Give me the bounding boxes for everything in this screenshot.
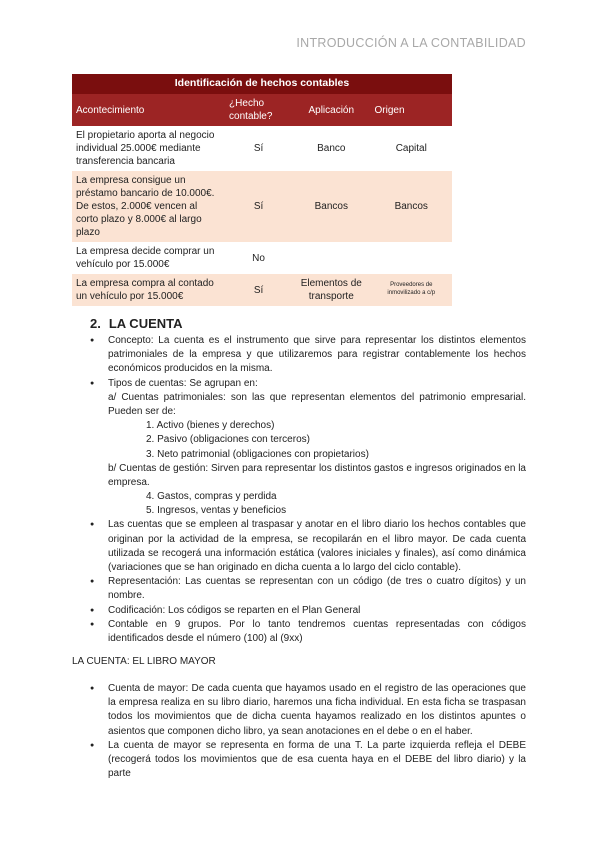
- page-header: INTRODUCCIÓN A LA CONTABILIDAD: [296, 36, 526, 50]
- table-cell: Bancos: [371, 171, 452, 242]
- bullet-item: ● Tipos de cuentas: Se agrupan en:: [90, 377, 526, 391]
- list-item: 2. Pasivo (obligaciones con terceros): [146, 434, 310, 446]
- list-item: 3. Neto patrimonial (obligaciones con propietarios): [146, 448, 369, 460]
- subparagraph: a/ Cuentas patrimoniales: son las que representan elementos del patrimonio empresarial. Pueden ser de:: [108, 391, 526, 417]
- section-content: [90, 334, 526, 646]
- table-header-row: [72, 94, 452, 126]
- table-cell: La empresa consigue un préstamo bancario de 10.000€. De estos, 2.000€ vencen al corto plazo y 8.000€ al largo plazo: [72, 171, 225, 242]
- table-row: [72, 171, 452, 242]
- mayor-content: [90, 682, 526, 781]
- table-cell: Sí: [225, 171, 292, 242]
- bullet-item: ● La cuenta de mayor se representa en forma de una T. La parte izquierda refleja el DEBE (recogerá todos los movimientos que de esa cuenta haya en el DEBE del libro diario) y la parte: [90, 739, 526, 782]
- table-row: [72, 274, 452, 306]
- bullet-item: ● Concepto: La cuenta es el instrumento que sirve para representar los distintos elementos patrimoniales de la empresa y que utilizaremos para registrar contablemente los hechos económicos producidos en la misma.: [90, 334, 526, 377]
- bullet-item: ● Representación: Las cuentas se representan con un código (de tres o cuatro dígitos) y un nombre.: [90, 575, 526, 603]
- col-header: ¿Hecho contable?: [225, 94, 292, 126]
- bullet-item: ● Las cuentas que se empleen al traspasar y anotar en el libro diario los hechos contables que originan por la actividad de la empresa, se recopilarán en el libro mayor. De cada cuenta utilizada se recogerá una información estática (valores iniciales y finales), así como dinámica (variaciones que se han originado en dicha cuenta a lo largo del ciclo contable).: [90, 518, 526, 575]
- table-cell: La empresa compra al contado un vehículo por 15.000€: [72, 274, 225, 306]
- col-header: Acontecimiento: [72, 94, 225, 126]
- table-cell: Banco: [292, 126, 370, 171]
- table-cell: El propietario aporta al negocio individual 25.000€ mediante transferencia bancaria: [72, 126, 225, 171]
- subsection-title: LA CUENTA: EL LIBRO MAYOR: [72, 656, 216, 667]
- table-cell: [292, 242, 370, 274]
- list-item: 5. Ingresos, ventas y beneficios: [146, 505, 287, 517]
- table-row: [72, 242, 452, 274]
- table-cell: No: [225, 242, 292, 274]
- table-row: [72, 126, 452, 171]
- table-cell: Capital: [371, 126, 452, 171]
- subparagraph: b/ Cuentas de gestión: Sirven para representar los distintos gastos e ingresos originados en la empresa.: [108, 462, 526, 488]
- table-cell: [371, 242, 452, 274]
- section-title: [90, 316, 183, 331]
- table-cell: Sí: [225, 274, 292, 306]
- table-cell: Bancos: [292, 171, 370, 242]
- bullet-item: ● Contable en 9 grupos. Por lo tanto tendremos cuentas representadas con códigos identificados desde el número (100) al (9xx): [90, 618, 526, 646]
- bullet-item: ● Cuenta de mayor: De cada cuenta que hayamos usado en el registro de las operaciones que la empresa realiza en su libro diario, haremos una ficha individual. En esta ficha se traspasan todos los movimientos que de dicha cuenta hayamos realizado en los distintos apuntes o asientos que componen dicho libro, ya sean anotaciones en el debe o en el haber.: [90, 682, 526, 739]
- list-item: 1. Activo (bienes y derechos): [146, 420, 275, 432]
- bullet-item: ● Codificación: Los códigos se reparten en el Plan General: [90, 604, 526, 618]
- table-cell: Sí: [225, 126, 292, 171]
- table-title: Identificación de hechos contables: [72, 74, 452, 94]
- table-cell: Elementos de transporte: [292, 274, 370, 306]
- col-header: Origen: [371, 94, 452, 126]
- facts-table: [72, 74, 452, 306]
- col-header: Aplicación: [292, 94, 370, 126]
- table-cell: Proveedores de inmovilizado a c/p: [371, 274, 452, 306]
- section-number: 2.: [90, 316, 101, 331]
- table-cell: La empresa decide comprar un vehículo por 15.000€: [72, 242, 225, 274]
- section-title-text: LA CUENTA: [108, 316, 183, 331]
- list-item: 4. Gastos, compras y perdida: [146, 491, 277, 503]
